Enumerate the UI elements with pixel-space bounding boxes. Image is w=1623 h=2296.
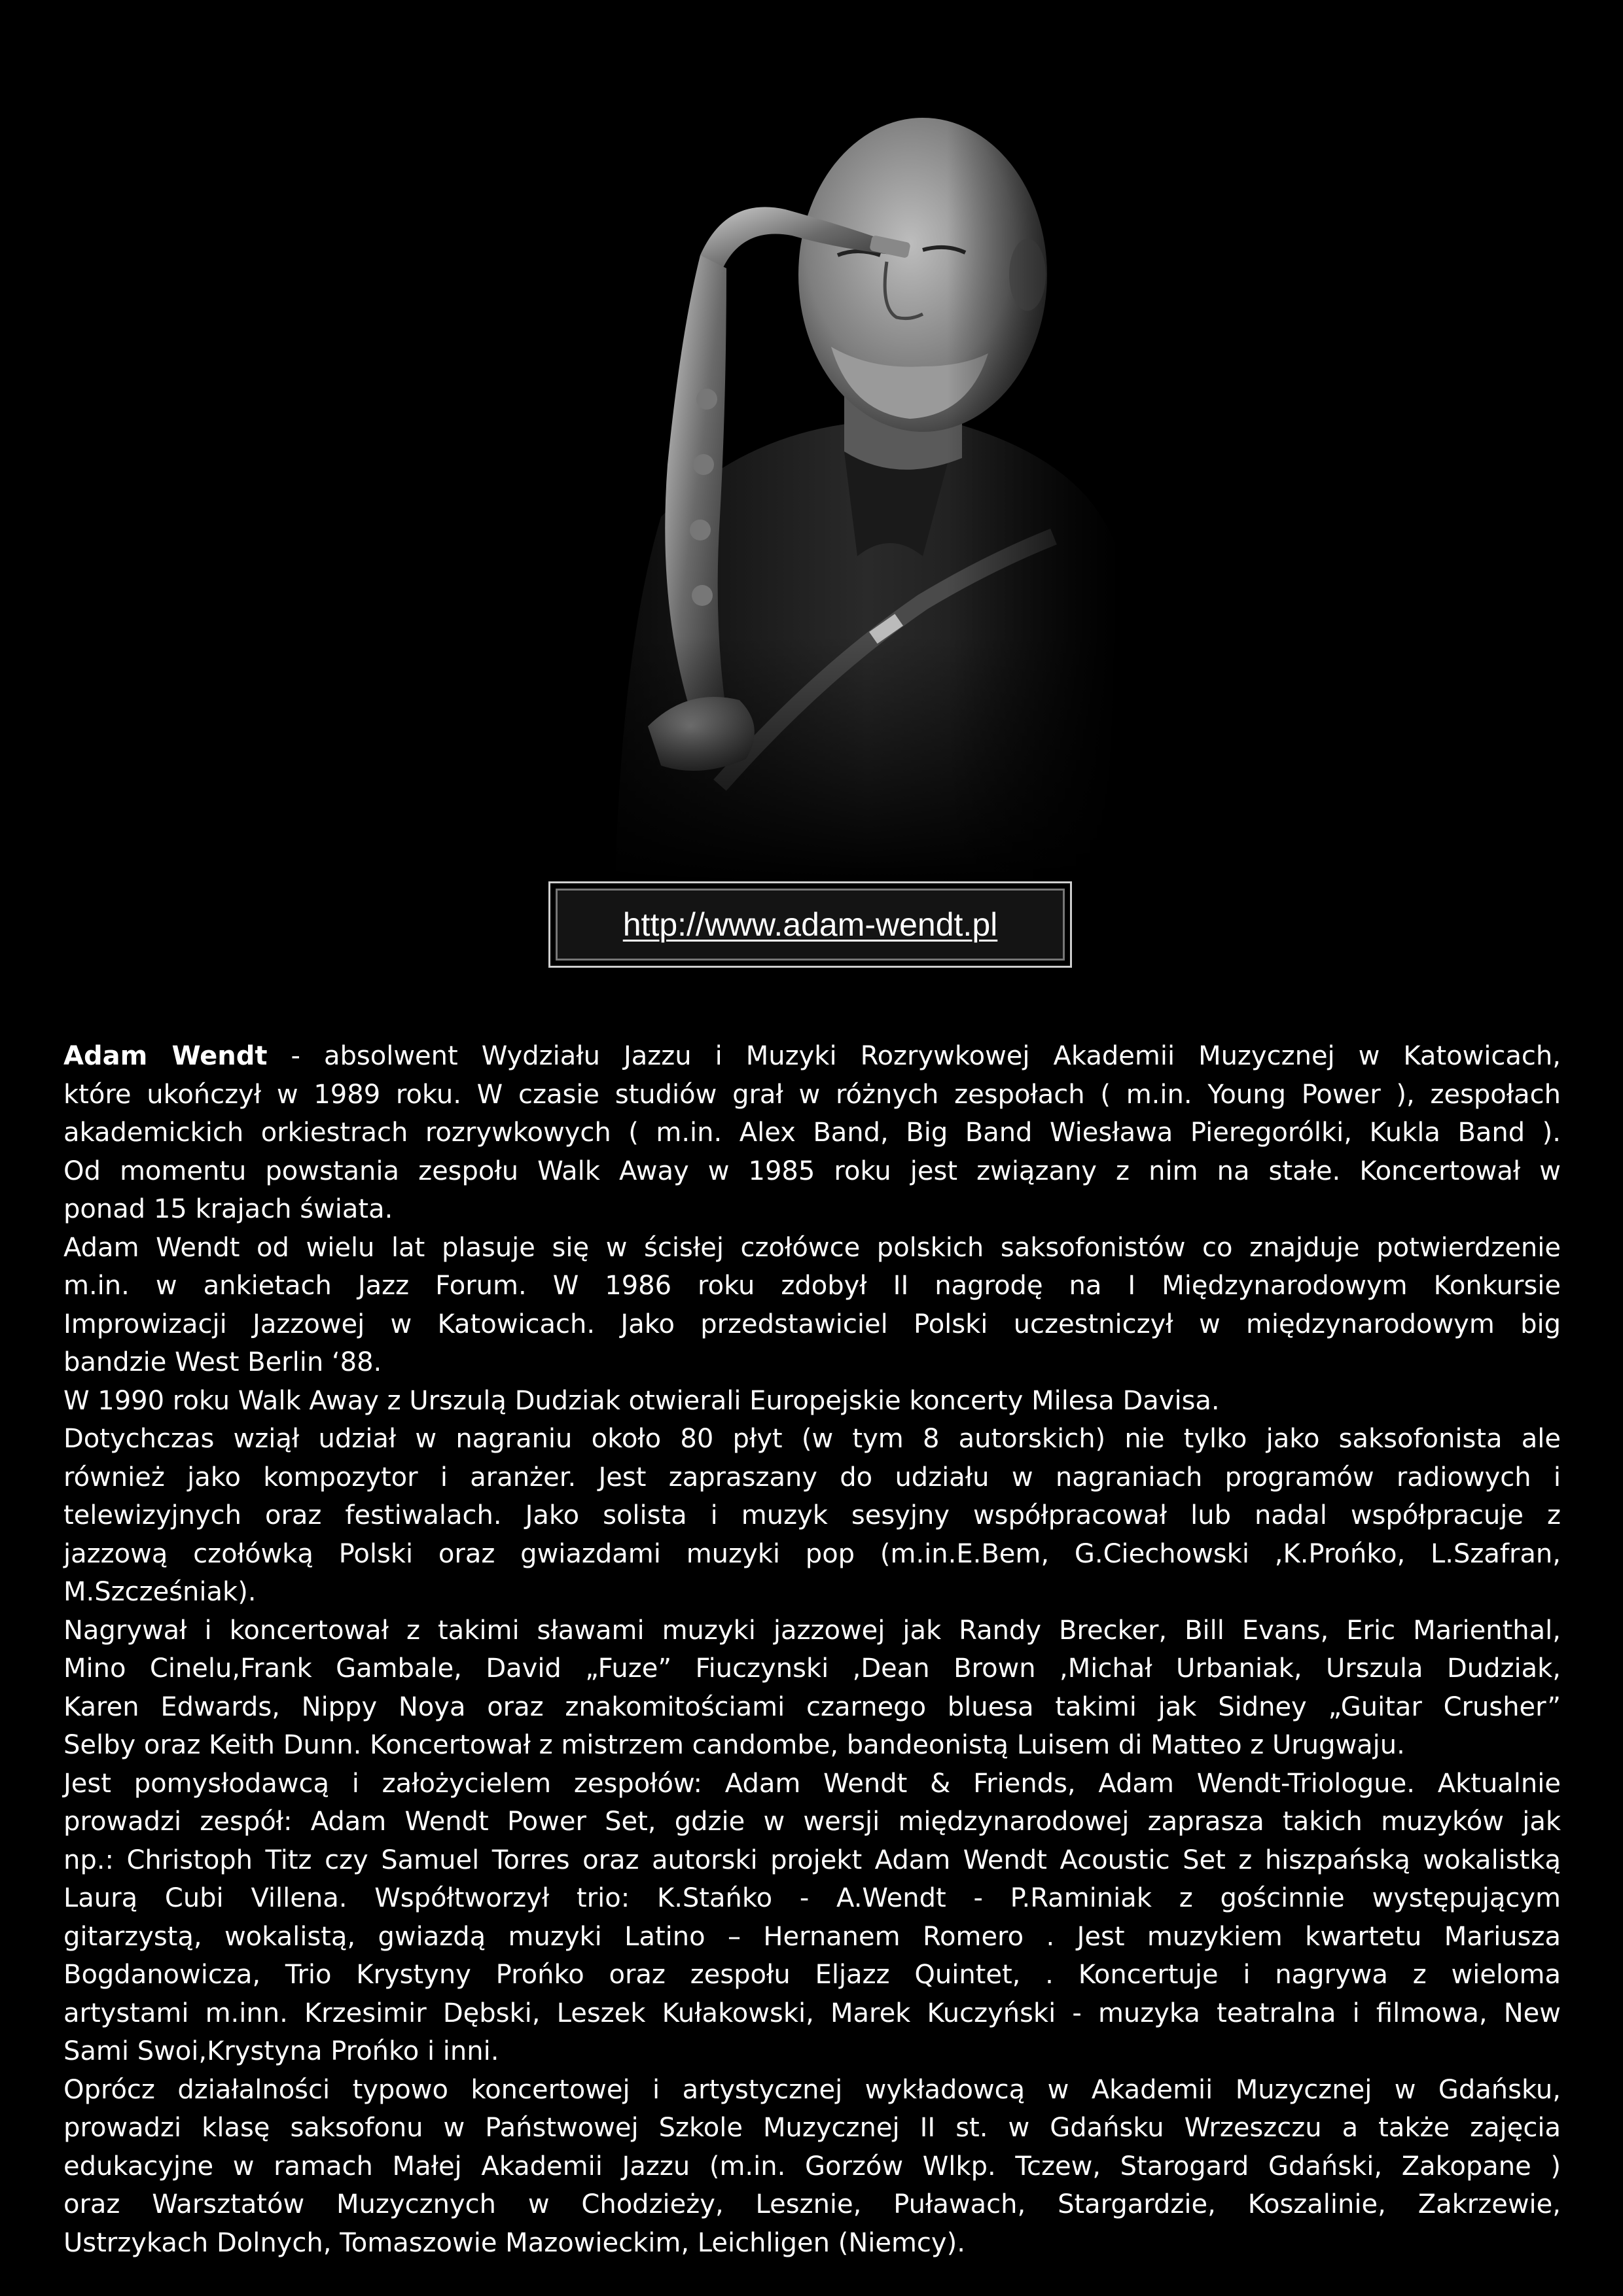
biography-text [63, 1037, 1561, 2262]
bio-line: Nagrywał i koncertował z takimi sławami muzyki jazzowej jak Randy Brecker, Bill Evans, Eric Marienthal, [63, 1615, 1561, 1646]
bio-line: M.Szcześniak). [63, 1577, 257, 1607]
bio-line: np.: Christoph Titz czy Samuel Torres oraz autorski projekt Adam Wendt Acoustic Set z hiszpańską wokalistką [63, 1845, 1561, 1875]
bio-line: również jako kompozytor i aranżer. Jest zapraszany do udziału w nagraniach programów radiowych i [63, 1462, 1561, 1492]
bio-line: akademickich orkiestrach rozrywkowych ( m.in. Alex Band, Big Band Wiesława Pieregorólki, Kukla Band ). [63, 1118, 1561, 1148]
bio-line: m.in. w ankietach Jazz Forum. W 1986 roku zdobył II nagrodę na I Międzynarodowym Konkursie [63, 1271, 1561, 1301]
bio-line: Dotychczas wziął udział w nagraniu około 80 płyt (w tym 8 autorskich) nie tylko jako saksofonista ale [63, 1424, 1561, 1454]
bio-line: ponad 15 krajach świata. [63, 1194, 393, 1224]
bio-line: artystami m.inn. Krzesimir Dębski, Leszek Kułakowski, Marek Kuczyński - muzyka teatralna i filmowa, New [63, 1998, 1561, 2028]
bio-line: Od momentu powstania zespołu Walk Away w 1985 roku jest związany z nim na stałe. Koncertował w [63, 1156, 1561, 1186]
bio-line: Oprócz działalności typowo koncertowej i artystycznej wykładowcą w Akademii Muzycznej w Gdańsku, [63, 2074, 1561, 2105]
bio-line: Improwizacji Jazzowej w Katowicach. Jako przedstawiciel Polski uczestniczył w międzynarodowym big [63, 1309, 1561, 1339]
bio-line: jazzową czołówką Polski oraz gwiazdami muzyki pop (m.in.E.Bem, G.Ciechowski ,K.Prońko, L.Szafran, [63, 1538, 1561, 1569]
bio-line: oraz Warsztatów Muzycznych w Chodzieży, Lesznie, Puławach, Stargardzie, Koszalinie, Zakrzewie, [63, 2189, 1561, 2219]
bio-line: edukacyjne w ramach Małej Akademii Jazzu (m.in. Gorzów Wlkp. Tczew, Starogard Gdański, Zakopane ) [63, 2151, 1561, 2181]
bio-line: telewizyjnych oraz festiwalach. Jako solista i muzyk sesyjny współpracował lub nadal współpracuje z [63, 1500, 1561, 1530]
bio-line: Jest pomysłodawcą i założycielem zespołów: Adam Wendt & Friends, Adam Wendt-Triologue. Aktualnie [63, 1768, 1561, 1799]
bio-line: Bogdanowicza, Trio Krystyny Prońko oraz zespołu Eljazz Quintet, . Koncertuje i nagrywa z wieloma [63, 1960, 1561, 1990]
bio-line [63, 1037, 1561, 1076]
bio-line: W 1990 roku Walk Away z Urszulą Dudziak otwierali Europejskie koncerty Milesa Davisa. [63, 1385, 1220, 1416]
website-link-frame [548, 881, 1072, 968]
bio-line: prowadzi klasę saksofonu w Państwowej Szkole Muzycznej II st. w Gdańsku Wrzeszczu a także zajęcia [63, 2113, 1561, 2143]
saxophonist-photo [504, 59, 1119, 883]
bio-line: które ukończył w 1989 roku. W czasie studiów grał w różnych zespołach ( m.in. Young Power ), zespołach [63, 1079, 1561, 1110]
artist-name: Adam Wendt [63, 1041, 268, 1071]
bio-line: Ustrzykach Dolnych, Tomaszowie Mazowieckim, Leichligen (Niemcy). [63, 2227, 965, 2258]
bio-line: Mino Cinelu,Frank Gambale, David „Fuze” Fiuczynski ,Dean Brown ,Michał Urbaniak, Urszula Dudziak, [63, 1653, 1561, 1684]
bio-line: Adam Wendt od wielu lat plasuje się w ścisłej czołówce polskich saksofonistów co znajduje potwierdzenie [63, 1232, 1561, 1263]
bio-line: bandzie West Berlin ‘88. [63, 1347, 382, 1377]
bio-line: Laurą Cubi Villena. Współtworzył trio: K.Stańko - A.Wendt - P.Raminiak z gościnnie występującym [63, 1883, 1561, 1913]
bio-line-text: - absolwent Wydziału Jazzu i Muzyki Rozrywkowej Akademii Muzycznej w Katowicach, [267, 1041, 1561, 1071]
website-link-box [556, 889, 1065, 961]
bio-line: Selby oraz Keith Dunn. Koncertował z mistrzem candombe, bandeonistą Luisem di Matteo z Urugwaju. [63, 1730, 1405, 1760]
bio-line: Karen Edwards, Nippy Noya oraz znakomitościami czarnego bluesa takimi jak Sidney „Guitar Crusher” [63, 1691, 1561, 1722]
bio-line: Sami Swoi,Krystyna Prońko i inni. [63, 2036, 499, 2066]
website-link[interactable]: http://www.adam-wendt.pl [622, 906, 998, 943]
bio-line: gitarzystą, wokalistą, gwiazdą muzyki Latino – Hernanem Romero . Jest muzykiem kwartetu Mariusza [63, 1921, 1561, 1952]
bio-line: prowadzi zespół: Adam Wendt Power Set, gdzie w wersji międzynarodowej zaprasza takich muzyków jak [63, 1807, 1561, 1837]
